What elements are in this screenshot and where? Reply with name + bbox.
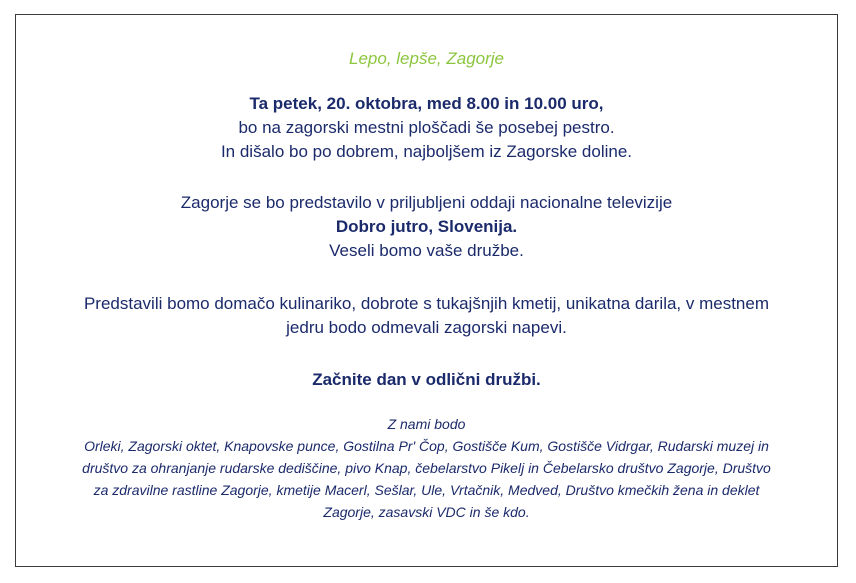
event-date-line: Ta petek, 20. oktobra, med 8.00 in 10.00 uro, bbox=[249, 94, 604, 113]
document-frame bbox=[15, 14, 838, 567]
program-line-1: Predstavili bomo domačo kulinariko, dobrote s tukajšnjih kmetij, unikatna darila, v mestnem bbox=[83, 294, 770, 313]
call-to-action bbox=[16, 368, 837, 392]
event-location-line: bo na zagorski mestni ploščadi še posebej pestro. bbox=[238, 118, 615, 137]
event-description-line: In dišalo bo po dobrem, najboljšem iz Zagorske doline. bbox=[220, 142, 633, 161]
participants-heading: Z nami bodo bbox=[387, 416, 466, 432]
call-to-action-line: Začnite dan v odlični družbi. bbox=[312, 370, 541, 389]
participants-line-2: društvo za ohranjanje rudarske dediščine, pivo Knap, čebelarstvo Pikelj in Čebelarsko društvo Zagorje, Društvo bbox=[82, 460, 771, 476]
event-announcement bbox=[16, 92, 837, 164]
program-line-2: jedru bodo odmevali zagorski napevi. bbox=[286, 318, 567, 337]
participants-list bbox=[16, 413, 837, 523]
participants-line-1: Orleki, Zagorski oktet, Knapovske punce, Gostilna Pr' Čop, Gostišče Kum, Gostišče Vidrgar, Rudarski muzej in bbox=[84, 438, 769, 454]
headline: Lepo, lepše, Zagorje bbox=[349, 49, 504, 68]
tv-intro-line: Zagorje se bo predstavilo v priljubljeni oddaji nacionalne televizije bbox=[180, 193, 673, 212]
welcome-line: Veseli bomo vaše družbe. bbox=[329, 241, 524, 260]
participants-line-4: Zagorje, zasavski VDC in še kdo. bbox=[323, 504, 530, 520]
participants-line-3: za zdravilne rastline Zagorje, kmetije Macerl, Sešlar, Ule, Vrtačnik, Medved, Društvo kmečkih žena in deklet bbox=[93, 482, 760, 498]
tv-show-paragraph bbox=[16, 191, 837, 263]
program-paragraph bbox=[16, 292, 837, 340]
tv-show-name: Dobro jutro, Slovenija. bbox=[335, 217, 518, 236]
